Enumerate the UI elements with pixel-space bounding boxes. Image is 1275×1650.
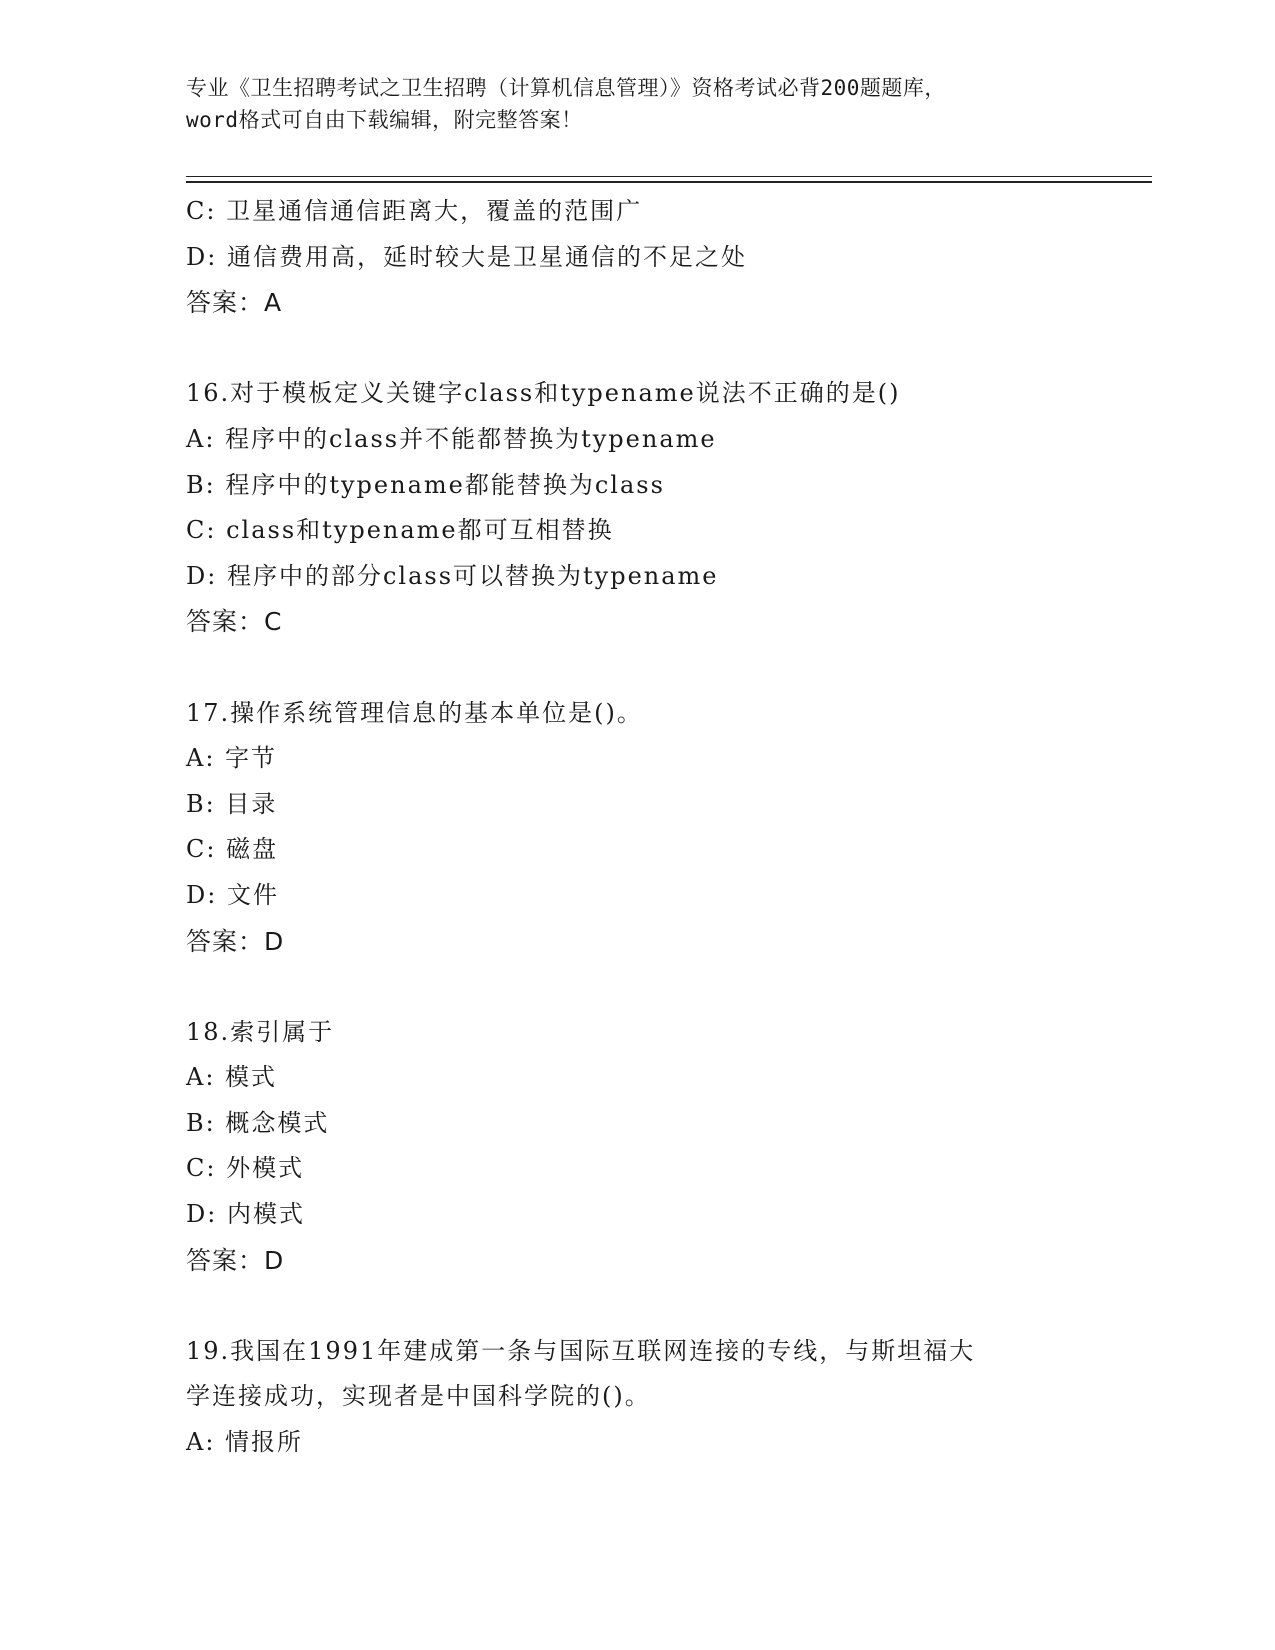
option-a: A: 情报所: [186, 1428, 304, 1457]
answer: 答案：D: [186, 1245, 285, 1275]
option-a: A: 模式: [186, 1063, 278, 1092]
question-16: [186, 371, 1152, 645]
spacer: [186, 645, 1152, 691]
option-d: D: 文件: [186, 880, 279, 909]
answer: 答案：D: [186, 926, 285, 956]
option-b: B: 目录: [186, 789, 278, 818]
question-stem-line-2: 学连接成功，实现者是中国科学院的()。: [186, 1382, 651, 1411]
option-c: C: 磁盘: [186, 835, 279, 864]
answer: 答案：A: [186, 288, 283, 318]
question-stem: 16.对于模板定义关键字class和typename说法不正确的是(): [186, 379, 901, 408]
option-a: A: 字节: [186, 744, 278, 773]
option-d: D: 通信费用高，延时较大是卫星通信的不足之处: [186, 242, 747, 271]
header-line-2: word格式可自由下载编辑，附完整答案！: [186, 108, 583, 132]
question-stem-line-1: 19.我国在1991年建成第一条与国际互联网连接的专线，与斯坦福大: [186, 1336, 976, 1365]
option-d: D: 内模式: [186, 1200, 305, 1229]
header-divider-thin: [186, 176, 1152, 177]
question-17: [186, 691, 1152, 965]
spacer: [186, 326, 1152, 372]
option-d: D: 程序中的部分class可以替换为typename: [186, 561, 719, 590]
option-c: C: 外模式: [186, 1154, 305, 1183]
option-c: C: class和typename都可互相替换: [186, 516, 614, 545]
header-line-1: 专业《卫生招聘考试之卫生招聘（计算机信息管理）》资格考试必背200题题库，: [186, 76, 946, 100]
answer: 答案：C: [186, 607, 283, 637]
question-19: [186, 1329, 1152, 1466]
option-c: C: 卫星通信通信距离大，覆盖的范围广: [186, 197, 643, 225]
spacer: [186, 1283, 1152, 1329]
option-a: A: 程序中的class并不能都替换为typename: [186, 424, 717, 453]
question-stem: 18.索引属于: [186, 1017, 335, 1046]
question-18: [186, 1010, 1152, 1284]
spacer: [186, 964, 1152, 1010]
question-15-tail: [186, 189, 1152, 326]
header-divider-thick: [186, 181, 1152, 183]
option-b: B: 概念模式: [186, 1108, 330, 1137]
document-header: [186, 72, 1086, 136]
question-stem: 17.操作系统管理信息的基本单位是()。: [186, 698, 643, 727]
question-list: [186, 189, 1152, 1466]
option-b: B: 程序中的typename都能替换为class: [186, 470, 665, 499]
